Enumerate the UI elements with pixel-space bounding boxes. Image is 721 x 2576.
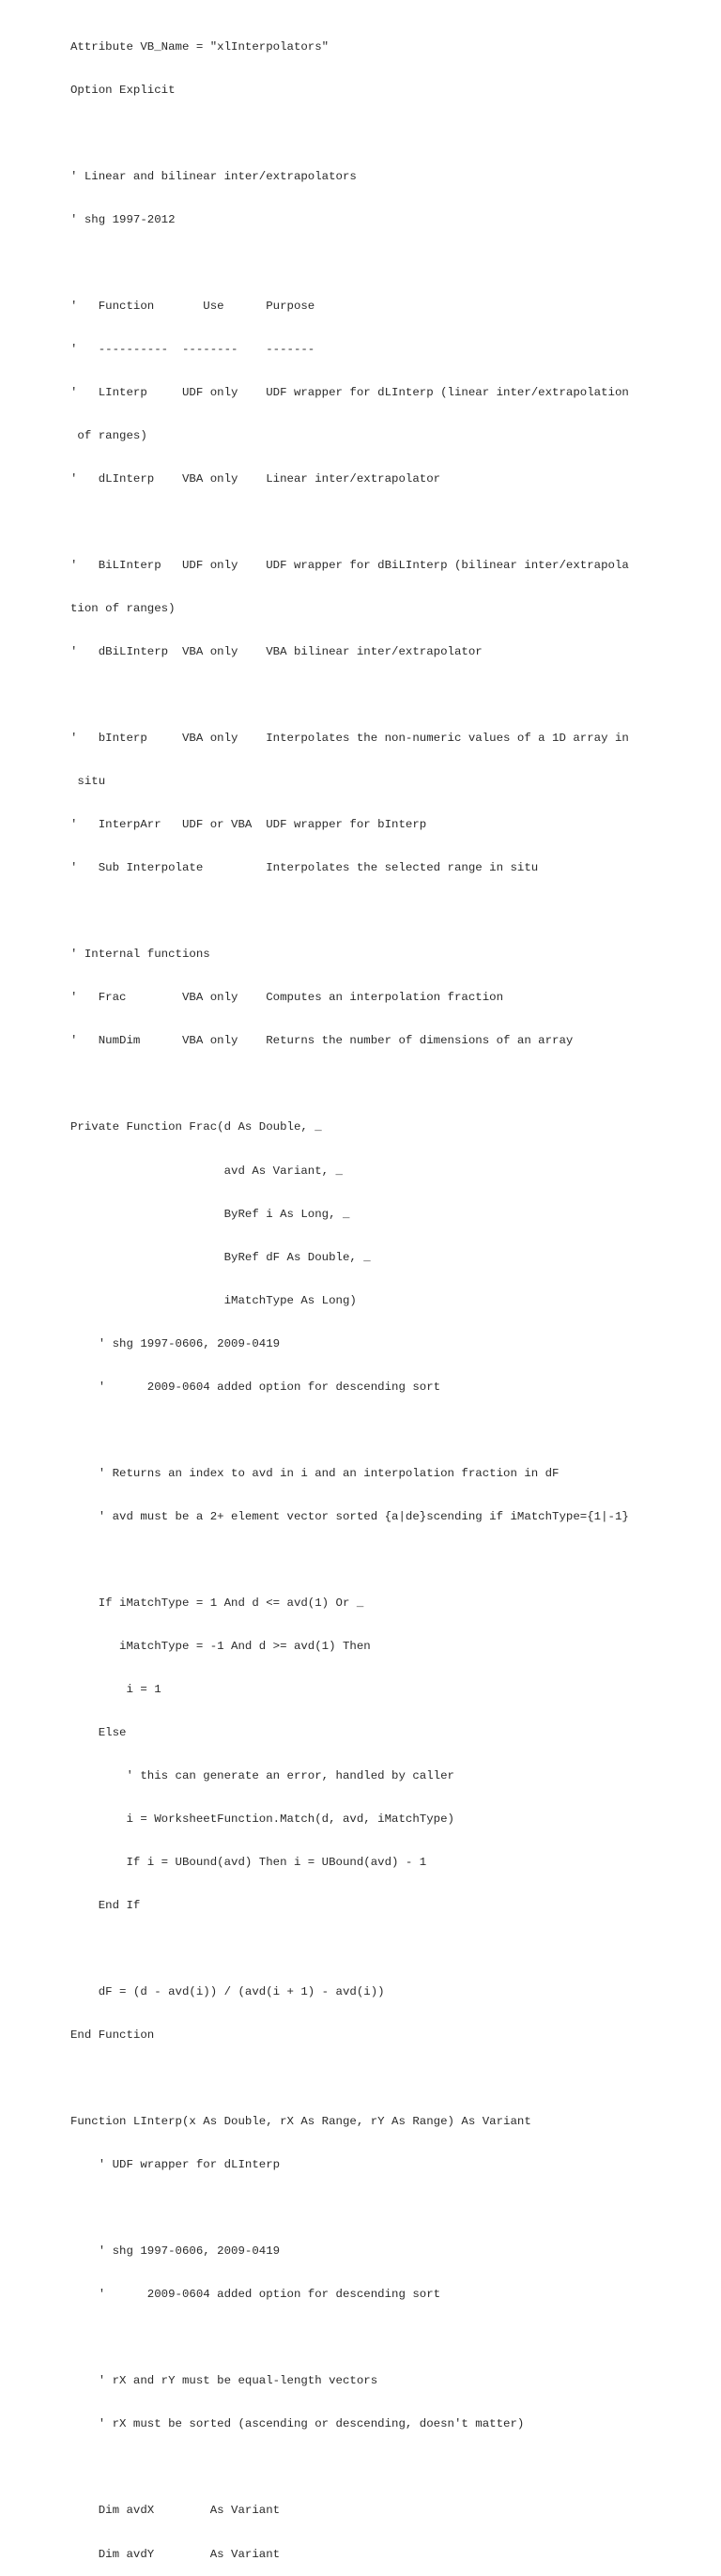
- code-line: [70, 1553, 709, 1567]
- code-line: ' dBiLInterp VBA only VBA bilinear inter/extrapolator: [70, 645, 483, 659]
- code-line: ' bInterp VBA only Interpolates the non-numeric values of a 1D array in: [70, 732, 629, 746]
- code-line: ' ---------- -------- -------: [70, 342, 315, 356]
- code-line: ' shg 1997-0606, 2009-0419: [70, 2244, 281, 2259]
- code-line: Else: [70, 1725, 127, 1739]
- code-line: [70, 1077, 709, 1091]
- code-line: ' avd must be a 2+ element vector sorted {a|de}scending if iMatchType={1|-1}: [70, 1509, 629, 1523]
- code-line: [70, 127, 709, 141]
- code-line: ' 2009-0604 added option for descending sort: [70, 2288, 441, 2302]
- code-line: [70, 1424, 709, 1438]
- code-line: ByRef i As Long, _: [70, 1207, 350, 1221]
- code-line: ' Internal functions: [70, 948, 210, 962]
- code-line: ' rX must be sorted (ascending or descending, doesn't matter): [70, 2417, 525, 2431]
- code-line: [70, 2201, 709, 2215]
- code-line: ' Returns an index to avd in i and an interpolation fraction in dF: [70, 1466, 560, 1480]
- code-line: [70, 256, 709, 270]
- code-line: ' Frac VBA only Computes an interpolation fraction: [70, 991, 504, 1005]
- code-line: End Function: [70, 2028, 155, 2043]
- code-line: i = 1: [70, 1682, 161, 1696]
- code-line: Function LInterp(x As Double, rX As Range, rY As Range) As Variant: [70, 2115, 531, 2129]
- code-line: Attribute VB_Name = "xlInterpolators": [70, 39, 330, 54]
- code-line: ' BiLInterp UDF only UDF wrapper for dBiLInterp (bilinear inter/extrapola: [70, 559, 629, 573]
- code-line: [70, 2072, 709, 2086]
- code-line: ' this can generate an error, handled by caller: [70, 1768, 454, 1782]
- code-line: ' 2009-0604 added option for descending sort: [70, 1380, 441, 1394]
- code-line: [70, 1942, 709, 1956]
- code-line: ' UDF wrapper for dLInterp: [70, 2158, 281, 2172]
- code-line: [70, 2331, 709, 2345]
- code-line: iMatchType As Long): [70, 1293, 357, 1307]
- code-listing: [70, 11, 709, 2576]
- code-line: ' Function Use Purpose: [70, 299, 315, 313]
- code-line: If iMatchType = 1 And d <= avd(1) Or _: [70, 1596, 364, 1610]
- code-line: ' rX and rY must be equal-length vectors: [70, 2374, 378, 2388]
- code-line: Dim avdX As Variant: [70, 2504, 281, 2518]
- code-line: iMatchType = -1 And d >= avd(1) Then: [70, 1639, 371, 1653]
- code-line: [70, 516, 709, 530]
- code-line: ' shg 1997-2012: [70, 212, 176, 226]
- code-line: Private Function Frac(d As Double, _: [70, 1120, 322, 1134]
- code-line: Dim avdY As Variant: [70, 2547, 281, 2561]
- code-line: situ: [70, 775, 106, 789]
- code-line: ByRef dF As Double, _: [70, 1250, 371, 1264]
- code-line: ' Sub Interpolate Interpolates the selected range in situ: [70, 861, 539, 875]
- code-line: [70, 688, 709, 702]
- code-line: avd As Variant, _: [70, 1164, 343, 1178]
- code-line: If i = UBound(avd) Then i = UBound(avd) - 1: [70, 1856, 427, 1869]
- code-line: [70, 904, 709, 918]
- code-line: i = WorksheetFunction.Match(d, avd, iMatchType): [70, 1812, 454, 1826]
- code-line: ' Linear and bilinear inter/extrapolators: [70, 169, 357, 183]
- code-line: ' InterpArr UDF or VBA UDF wrapper for bInterp: [70, 818, 427, 832]
- code-line: ' LInterp UDF only UDF wrapper for dLInterp (linear inter/extrapolation: [70, 385, 629, 399]
- code-line: ' dLInterp VBA only Linear inter/extrapolator: [70, 472, 441, 486]
- code-line: dF = (d - avd(i)) / (avd(i + 1) - avd(i)): [70, 1985, 385, 1999]
- code-line: Option Explicit: [70, 83, 176, 97]
- code-line: [70, 2460, 709, 2475]
- code-line: ' NumDim VBA only Returns the number of dimensions of an array: [70, 1034, 574, 1048]
- code-line: tion of ranges): [70, 602, 176, 616]
- code-line: End If: [70, 1899, 141, 1913]
- code-line: of ranges): [70, 428, 147, 442]
- code-line: ' shg 1997-0606, 2009-0419: [70, 1336, 281, 1350]
